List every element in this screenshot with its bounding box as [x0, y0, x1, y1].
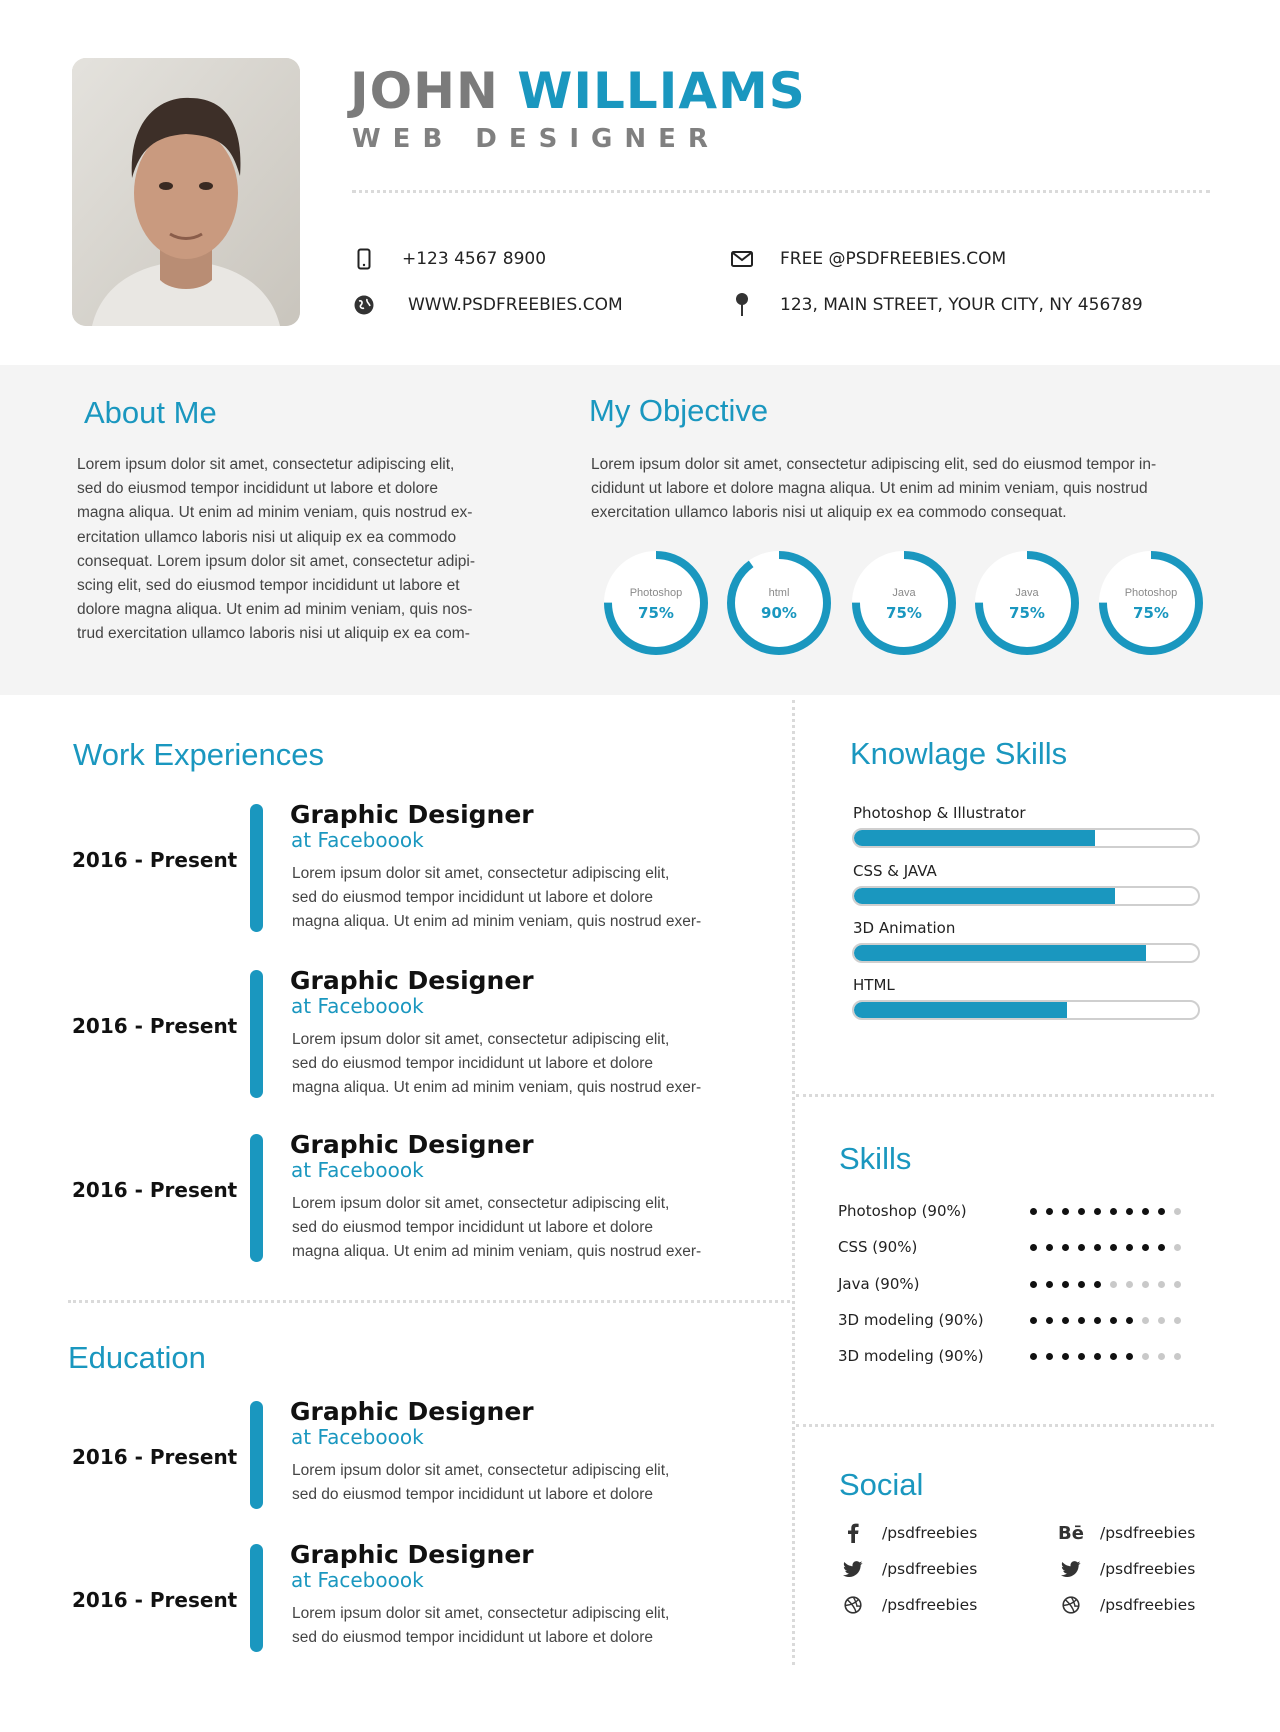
behance-icon: Bē — [1058, 1522, 1084, 1544]
header-divider — [352, 190, 1210, 193]
work-divider — [68, 1300, 790, 1303]
rating-dot-filled — [1158, 1208, 1165, 1215]
social-handle[interactable]: /psdfreebies — [882, 1596, 978, 1614]
profile-photo — [72, 58, 300, 326]
knowledge-skill-bar — [852, 1000, 1200, 1020]
skill-circle — [600, 547, 712, 659]
timeline-description: Lorem ipsum dolor sit amet, consectetur adipiscing elit, sed do eiusmod tempor incididunt ut labore et dolore — [292, 1462, 670, 1504]
skills-divider — [796, 1424, 1214, 1427]
rating-dot-filled — [1062, 1208, 1069, 1215]
rating-dot-filled — [1094, 1353, 1101, 1360]
knowledge-skill-bar — [852, 828, 1200, 848]
timeline-company: at Faceboook — [291, 1158, 424, 1182]
dribbble-icon — [842, 1594, 864, 1616]
rating-dot-empty — [1126, 1281, 1133, 1288]
skill-circle-percent: 75% — [886, 604, 922, 622]
rating-dot-filled — [1030, 1208, 1037, 1215]
rating-dot-filled — [1030, 1353, 1037, 1360]
rating-dot-filled — [1142, 1244, 1149, 1251]
social-link[interactable] — [842, 1558, 977, 1580]
skills-title: Skills — [839, 1141, 912, 1176]
mail-icon — [730, 247, 754, 271]
skill-circle — [723, 547, 835, 659]
social-handle[interactable]: /psdfreebies — [882, 1560, 978, 1578]
knowledge-skill-label: Photoshop & Illustrator — [853, 804, 1026, 822]
social-handle[interactable]: /psdfreebies — [1100, 1524, 1196, 1542]
rating-dot-empty — [1158, 1281, 1165, 1288]
rating-dot-filled — [1046, 1353, 1053, 1360]
knowledge-skill-label: CSS & JAVA — [853, 862, 937, 880]
twitter-icon — [842, 1558, 864, 1580]
social-link[interactable] — [1060, 1594, 1195, 1616]
globe-icon — [352, 293, 376, 317]
dot-skill-label: 3D modeling (90%) — [838, 1347, 984, 1365]
knowledge-skill-bar — [852, 943, 1200, 963]
skill-circle — [1095, 547, 1207, 659]
rating-dot-empty — [1158, 1317, 1165, 1324]
timeline-title: Graphic Designer — [290, 1397, 534, 1426]
email-link[interactable]: FREE @PSDFREEBIES.COM — [780, 249, 1007, 269]
knowledge-skill-fill — [854, 888, 1115, 904]
knowledge-skill-fill — [854, 830, 1095, 846]
timeline-date: 2016 - Present — [72, 1588, 238, 1612]
dot-skill-label: 3D modeling (90%) — [838, 1311, 984, 1329]
timeline-company: at Faceboook — [291, 1425, 424, 1449]
rating-dot-empty — [1158, 1353, 1165, 1360]
dribbble-icon — [1060, 1594, 1082, 1616]
twitter-icon — [1060, 1558, 1082, 1580]
dot-skill-row — [838, 1238, 1190, 1256]
knowledge-title: Knowlage Skills — [850, 736, 1068, 771]
timeline-title: Graphic Designer — [290, 800, 534, 829]
rating-dot-empty — [1142, 1281, 1149, 1288]
dot-skill-label: Photoshop (90%) — [838, 1202, 967, 1220]
rating-dot-filled — [1046, 1281, 1053, 1288]
rating-dot-filled — [1110, 1208, 1117, 1215]
full-name — [350, 62, 806, 120]
rating-dot-filled — [1094, 1244, 1101, 1251]
rating-dot-filled — [1030, 1244, 1037, 1251]
dot-skill-rating — [1030, 1208, 1190, 1215]
social-handle[interactable]: /psdfreebies — [882, 1524, 978, 1542]
timeline-bar — [250, 1401, 263, 1509]
about-objective-band — [0, 365, 1280, 695]
rating-dot-filled — [1046, 1244, 1053, 1251]
rating-dot-empty — [1174, 1353, 1181, 1360]
rating-dot-empty — [1142, 1353, 1149, 1360]
rating-dot-empty — [1174, 1281, 1181, 1288]
timeline-date: 2016 - Present — [72, 1178, 238, 1202]
rating-dot-filled — [1030, 1281, 1037, 1288]
social-link[interactable] — [1060, 1558, 1195, 1580]
job-role: WEB DESIGNER — [352, 124, 720, 154]
dot-skill-rating — [1030, 1317, 1190, 1324]
timeline-title: Graphic Designer — [290, 1130, 534, 1159]
dot-skill-row — [838, 1311, 1190, 1329]
skill-circle-percent: 75% — [1009, 604, 1045, 622]
rating-dot-empty — [1142, 1317, 1149, 1324]
first-name: JOHN — [350, 62, 499, 120]
rating-dot-filled — [1126, 1353, 1133, 1360]
rating-dot-empty — [1110, 1281, 1117, 1288]
about-text: Lorem ipsum dolor sit amet, consectetur adipiscing elit, sed do eiusmod tempor incididunt ut labore et dolore magna aliqua. Ut enim ad minim veniam, quis nostrud ex- ercitation ullamco laboris nisi ut aliquip ex ea commodo consequat. Lorem ipsum dolor sit amet, consectetur adipi- scing elit, sed do eiusmod tempor incididunt ut labore et dolore magna aliqua. Ut enim ad minim veniam, quis nos- trud exercitation ullamco laboris nisi ut aliquip ex ea com- — [77, 456, 476, 643]
skill-circle-label: html — [768, 587, 790, 599]
skill-circle-label: Java — [1015, 587, 1039, 599]
timeline-company: at Faceboook — [291, 828, 424, 852]
skill-circle-percent: 75% — [1133, 604, 1169, 622]
rating-dot-filled — [1094, 1208, 1101, 1215]
rating-dot-filled — [1078, 1353, 1085, 1360]
rating-dot-filled — [1126, 1244, 1133, 1251]
skill-circle-percent: 90% — [761, 604, 797, 622]
social-link[interactable] — [842, 1522, 977, 1544]
rating-dot-filled — [1158, 1244, 1165, 1251]
dot-skill-label: Java (90%) — [838, 1275, 920, 1293]
contact-address — [730, 293, 1143, 317]
timeline-description: Lorem ipsum dolor sit amet, consectetur adipiscing elit, sed do eiusmod tempor incididunt ut labore et dolore magna aliqua. Ut enim ad minim veniam, quis nostrud exer- — [292, 865, 702, 931]
knowledge-skill-label: HTML — [853, 976, 895, 994]
rating-dot-filled — [1078, 1317, 1085, 1324]
objective-text: Lorem ipsum dolor sit amet, consectetur adipiscing elit, sed do eiusmod tempor in- cididunt ut labore et dolore magna aliqua. Ut enim ad minim veniam, quis nostrud exercitation ullamco laboris nisi ut aliquip ex ea commodo consequat. — [591, 456, 1157, 522]
phone-icon — [352, 247, 376, 271]
timeline-date: 2016 - Present — [72, 1445, 238, 1469]
skill-circle-label: Photoshop — [1124, 587, 1178, 599]
education-title: Education — [68, 1340, 206, 1375]
knowledge-skill-label: 3D Animation — [853, 919, 956, 937]
social-link[interactable] — [842, 1594, 977, 1616]
work-title: Work Experiences — [73, 737, 324, 772]
rating-dot-filled — [1078, 1244, 1085, 1251]
contact-website[interactable] — [352, 293, 623, 317]
rating-dot-empty — [1174, 1244, 1181, 1251]
rating-dot-filled — [1078, 1208, 1085, 1215]
rating-dot-filled — [1094, 1317, 1101, 1324]
timeline-description: Lorem ipsum dolor sit amet, consectetur adipiscing elit, sed do eiusmod tempor incididunt ut labore et dolore magna aliqua. Ut enim ad minim veniam, quis nostrud exer- — [292, 1031, 702, 1097]
rating-dot-filled — [1110, 1317, 1117, 1324]
rating-dot-filled — [1062, 1353, 1069, 1360]
timeline-title: Graphic Designer — [290, 1540, 534, 1569]
knowledge-skill-fill — [854, 945, 1146, 961]
dot-skill-rating — [1030, 1244, 1190, 1251]
timeline-company: at Faceboook — [291, 1568, 424, 1592]
dot-skill-label: CSS (90%) — [838, 1238, 918, 1256]
skill-circle — [971, 547, 1083, 659]
skill-circle-percent: 75% — [638, 604, 674, 622]
rating-dot-filled — [1046, 1208, 1053, 1215]
objective-title: My Objective — [589, 393, 769, 428]
rating-dot-filled — [1142, 1208, 1149, 1215]
dot-skill-row — [838, 1275, 1190, 1293]
timeline-bar — [250, 804, 263, 932]
facebook-icon — [842, 1522, 864, 1544]
dot-skill-row — [838, 1347, 1190, 1365]
rating-dot-filled — [1062, 1244, 1069, 1251]
rating-dot-filled — [1094, 1281, 1101, 1288]
rating-dot-filled — [1110, 1244, 1117, 1251]
timeline-description: Lorem ipsum dolor sit amet, consectetur adipiscing elit, sed do eiusmod tempor incididunt ut labore et dolore — [292, 1605, 670, 1647]
address-text: 123, MAIN STREET, YOUR CITY, NY 456789 — [780, 295, 1143, 315]
last-name: WILLIAMS — [517, 62, 806, 120]
rating-dot-filled — [1062, 1317, 1069, 1324]
timeline-date: 2016 - Present — [72, 848, 238, 872]
map-pin-icon — [730, 293, 754, 317]
timeline-company: at Faceboook — [291, 994, 424, 1018]
resume-header — [0, 0, 1280, 365]
timeline-description: Lorem ipsum dolor sit amet, consectetur adipiscing elit, sed do eiusmod tempor incididunt ut labore et dolore magna aliqua. Ut enim ad minim veniam, quis nostrud exer- — [292, 1195, 702, 1261]
skill-circle-label: Java — [892, 587, 916, 599]
social-handle[interactable]: /psdfreebies — [1100, 1596, 1196, 1614]
rating-dot-filled — [1062, 1281, 1069, 1288]
phone-text: +123 4567 8900 — [402, 249, 547, 269]
rating-dot-filled — [1110, 1353, 1117, 1360]
about-title: About Me — [84, 395, 217, 430]
rating-dot-filled — [1046, 1317, 1053, 1324]
timeline-bar — [250, 1544, 263, 1652]
timeline-date: 2016 - Present — [72, 1014, 238, 1038]
dot-skill-row — [838, 1202, 1190, 1220]
skill-circle — [848, 547, 960, 659]
dot-skill-rating — [1030, 1281, 1190, 1288]
rating-dot-filled — [1126, 1317, 1133, 1324]
timeline-title: Graphic Designer — [290, 966, 534, 995]
knowledge-skill-fill — [854, 1002, 1067, 1018]
knowledge-divider — [796, 1094, 1214, 1097]
social-title: Social — [839, 1467, 924, 1502]
social-handle[interactable]: /psdfreebies — [1100, 1560, 1196, 1578]
column-divider — [792, 700, 795, 1665]
contact-phone — [352, 247, 546, 271]
social-link[interactable] — [1060, 1522, 1195, 1544]
skill-circle-label: Photoshop — [629, 587, 683, 599]
knowledge-skill-bar — [852, 886, 1200, 906]
rating-dot-empty — [1174, 1317, 1181, 1324]
timeline-bar — [250, 970, 263, 1098]
contact-email[interactable] — [730, 247, 1006, 271]
timeline-bar — [250, 1134, 263, 1262]
dot-skill-rating — [1030, 1353, 1190, 1360]
rating-dot-filled — [1030, 1317, 1037, 1324]
rating-dot-filled — [1126, 1208, 1133, 1215]
rating-dot-empty — [1174, 1208, 1181, 1215]
website-link[interactable]: WWW.PSDFREEBIES.COM — [408, 295, 623, 315]
rating-dot-filled — [1078, 1281, 1085, 1288]
